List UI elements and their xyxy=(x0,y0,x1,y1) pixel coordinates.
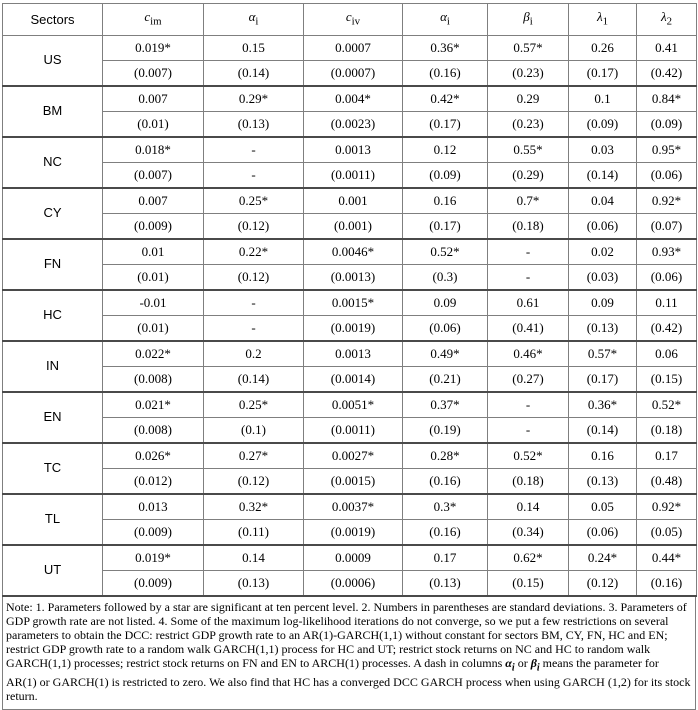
table-row-estimate xyxy=(3,341,697,367)
std-dev-cell: (0.009) xyxy=(103,570,204,596)
note-symbol-alpha: $\alpha_i$ xyxy=(505,655,515,673)
std-dev-cell: (0.06) xyxy=(569,519,637,545)
estimate-cell: 0.46* xyxy=(488,341,569,367)
header-row xyxy=(3,4,697,36)
estimate-cell: 0.25* xyxy=(204,392,304,418)
std-dev-cell: (0.0013) xyxy=(304,264,403,290)
std-dev-cell: (0.13) xyxy=(204,111,304,137)
std-dev-cell: - xyxy=(488,264,569,290)
estimate-cell: 0.7* xyxy=(488,188,569,214)
estimate-cell: 0.92* xyxy=(637,494,697,520)
table-row-estimate xyxy=(3,545,697,571)
std-dev-cell: (0.007) xyxy=(103,60,204,86)
estimate-cell: 0.27* xyxy=(204,443,304,469)
estimate-cell: 0.52* xyxy=(637,392,697,418)
sector-label: NC xyxy=(3,137,103,188)
estimate-cell: - xyxy=(488,392,569,418)
estimate-cell: 0.14 xyxy=(488,494,569,520)
estimate-cell: 0.15 xyxy=(204,35,304,60)
table-row-std-dev xyxy=(3,570,697,596)
std-dev-cell: (0.0011) xyxy=(304,417,403,443)
table-row-estimate xyxy=(3,86,697,112)
sector-label: IN xyxy=(3,341,103,392)
estimate-cell: 0.29 xyxy=(488,86,569,112)
estimate-cell: 0.26 xyxy=(569,35,637,60)
std-dev-cell: (0.0006) xyxy=(304,570,403,596)
estimate-cell: 0.03 xyxy=(569,137,637,163)
sector-label: HC xyxy=(3,290,103,341)
std-dev-cell: (0.17) xyxy=(569,60,637,86)
std-dev-cell: (0.12) xyxy=(204,468,304,494)
estimate-cell: 0.3* xyxy=(403,494,488,520)
header-1: $c_{im}$ xyxy=(103,4,204,36)
std-dev-cell: (0.008) xyxy=(103,417,204,443)
estimate-cell: 0.29* xyxy=(204,86,304,112)
estimate-cell: 0.05 xyxy=(569,494,637,520)
table-row-std-dev xyxy=(3,366,697,392)
std-dev-cell: (0.16) xyxy=(403,468,488,494)
std-dev-cell: (0.29) xyxy=(488,162,569,188)
note-or: or xyxy=(517,655,528,670)
std-dev-cell: (0.41) xyxy=(488,315,569,341)
std-dev-cell: (0.14) xyxy=(204,60,304,86)
estimate-cell: 0.36* xyxy=(569,392,637,418)
estimate-cell: 0.16 xyxy=(569,443,637,469)
table-row-std-dev xyxy=(3,162,697,188)
std-dev-cell: (0.15) xyxy=(488,570,569,596)
std-dev-cell: (0.16) xyxy=(637,570,697,596)
std-dev-cell: (0.14) xyxy=(204,366,304,392)
std-dev-cell: - xyxy=(204,315,304,341)
std-dev-cell: (0.13) xyxy=(569,468,637,494)
header-2: $\alpha_i$ xyxy=(204,4,304,36)
std-dev-cell: (0.14) xyxy=(569,162,637,188)
estimate-cell: - xyxy=(204,137,304,163)
sector-label: US xyxy=(3,35,103,86)
std-dev-cell: (0.009) xyxy=(103,213,204,239)
std-dev-cell: (0.48) xyxy=(637,468,697,494)
table-row-std-dev xyxy=(3,60,697,86)
std-dev-cell: (0.012) xyxy=(103,468,204,494)
estimate-cell: 0.007 xyxy=(103,188,204,214)
estimate-cell: 0.57* xyxy=(488,35,569,60)
std-dev-cell: (0.06) xyxy=(569,213,637,239)
std-dev-cell: (0.0023) xyxy=(304,111,403,137)
estimate-cell: 0.1 xyxy=(569,86,637,112)
estimate-cell: 0.06 xyxy=(637,341,697,367)
estimate-cell: 0.007 xyxy=(103,86,204,112)
std-dev-cell: (0.21) xyxy=(403,366,488,392)
std-dev-cell: - xyxy=(204,162,304,188)
estimate-cell: 0.36* xyxy=(403,35,488,60)
note-text-part1: Note: 1. Parameters followed by a star are significant at ten percent level. 2. Numbers in parentheses are standard deviations. 3. Parameters of GDP growth rate are not listed. 4. Some of the maximum log-likelihood iterations do not converge, so we put a few restrictions on several parameters to obtain the DCC: restrict GDP growth rate to an AR(1)-GARCH(1,1) without constant for sectors BM, CY, FN, HC and EN; restrict GDP growth rate to a random walk GARCH(1,1) process for HC and UT; restrict stock returns on NC and HC to random walk GARCH(1,1) processes; restrict stock returns on FN and EN to ARCH(1) processes. A dash in columns xyxy=(6,599,687,670)
table-row-std-dev xyxy=(3,468,697,494)
estimate-cell: 0.0046* xyxy=(304,239,403,265)
std-dev-cell: (0.18) xyxy=(488,213,569,239)
std-dev-cell: (0.19) xyxy=(403,417,488,443)
estimate-cell: 0.49* xyxy=(403,341,488,367)
estimate-cell: 0.52* xyxy=(403,239,488,265)
std-dev-cell: (0.13) xyxy=(569,315,637,341)
table-row-std-dev xyxy=(3,519,697,545)
table-body xyxy=(3,35,697,596)
std-dev-cell: (0.18) xyxy=(637,417,697,443)
estimate-cell: 0.02 xyxy=(569,239,637,265)
std-dev-cell: (0.007) xyxy=(103,162,204,188)
sector-label: TC xyxy=(3,443,103,494)
std-dev-cell: (0.17) xyxy=(569,366,637,392)
table-row-estimate xyxy=(3,290,697,316)
estimate-cell: 0.022* xyxy=(103,341,204,367)
std-dev-cell: (0.03) xyxy=(569,264,637,290)
estimate-cell: 0.09 xyxy=(569,290,637,316)
estimate-cell: -0.01 xyxy=(103,290,204,316)
table-row-std-dev xyxy=(3,417,697,443)
std-dev-cell: (0.16) xyxy=(403,519,488,545)
std-dev-cell: (0.34) xyxy=(488,519,569,545)
estimate-cell: 0.018* xyxy=(103,137,204,163)
std-dev-cell: - xyxy=(488,417,569,443)
estimate-cell: 0.11 xyxy=(637,290,697,316)
std-dev-cell: (0.01) xyxy=(103,264,204,290)
estimate-cell: 0.14 xyxy=(204,545,304,571)
estimate-cell: 0.12 xyxy=(403,137,488,163)
header-6: $\lambda_1$ xyxy=(569,4,637,36)
estimate-cell: 0.92* xyxy=(637,188,697,214)
std-dev-cell: (0.06) xyxy=(403,315,488,341)
sector-label: EN xyxy=(3,392,103,443)
estimate-cell: 0.0015* xyxy=(304,290,403,316)
estimate-cell: - xyxy=(488,239,569,265)
estimate-cell: 0.0013 xyxy=(304,137,403,163)
header-sectors: Sectors xyxy=(3,4,103,36)
header-3: $c_{iv}$ xyxy=(304,4,403,36)
sector-label: TL xyxy=(3,494,103,545)
std-dev-cell: (0.3) xyxy=(403,264,488,290)
header-5: $\beta_i$ xyxy=(488,4,569,36)
estimate-cell: - xyxy=(204,290,304,316)
std-dev-cell: (0.06) xyxy=(637,264,697,290)
estimate-cell: 0.95* xyxy=(637,137,697,163)
sector-label: BM xyxy=(3,86,103,137)
results-table-figure xyxy=(2,3,696,710)
estimate-cell: 0.32* xyxy=(204,494,304,520)
std-dev-cell: (0.09) xyxy=(569,111,637,137)
std-dev-cell: (0.008) xyxy=(103,366,204,392)
table-row-estimate xyxy=(3,239,697,265)
std-dev-cell: (0.17) xyxy=(403,111,488,137)
std-dev-cell: (0.14) xyxy=(569,417,637,443)
table-row-std-dev xyxy=(3,213,697,239)
std-dev-cell: (0.0019) xyxy=(304,315,403,341)
std-dev-cell: (0.0007) xyxy=(304,60,403,86)
estimate-cell: 0.019* xyxy=(103,35,204,60)
std-dev-cell: (0.0014) xyxy=(304,366,403,392)
std-dev-cell: (0.12) xyxy=(204,213,304,239)
estimate-cell: 0.44* xyxy=(637,545,697,571)
estimate-cell: 0.28* xyxy=(403,443,488,469)
estimate-cell: 0.22* xyxy=(204,239,304,265)
std-dev-cell: (0.09) xyxy=(403,162,488,188)
estimate-cell: 0.01 xyxy=(103,239,204,265)
estimate-cell: 0.021* xyxy=(103,392,204,418)
std-dev-cell: (0.07) xyxy=(637,213,697,239)
estimate-cell: 0.42* xyxy=(403,86,488,112)
table-row-estimate xyxy=(3,35,697,60)
estimate-cell: 0.17 xyxy=(403,545,488,571)
std-dev-cell: (0.05) xyxy=(637,519,697,545)
std-dev-cell: (0.12) xyxy=(569,570,637,596)
sector-label: FN xyxy=(3,239,103,290)
estimate-cell: 0.09 xyxy=(403,290,488,316)
table-row-std-dev xyxy=(3,111,697,137)
estimate-cell: 0.013 xyxy=(103,494,204,520)
estimate-cell: 0.55* xyxy=(488,137,569,163)
header-4: $\alpha_i$ xyxy=(403,4,488,36)
estimate-cell: 0.57* xyxy=(569,341,637,367)
std-dev-cell: (0.0015) xyxy=(304,468,403,494)
estimate-cell: 0.026* xyxy=(103,443,204,469)
estimate-cell: 0.24* xyxy=(569,545,637,571)
estimate-cell: 0.001 xyxy=(304,188,403,214)
estimate-cell: 0.2 xyxy=(204,341,304,367)
estimate-cell: 0.61 xyxy=(488,290,569,316)
std-dev-cell: (0.13) xyxy=(403,570,488,596)
note-symbol-beta: $\beta_i$ xyxy=(530,655,540,673)
table-row-estimate xyxy=(3,392,697,418)
estimate-cell: 0.84* xyxy=(637,86,697,112)
estimate-cell: 0.004* xyxy=(304,86,403,112)
estimate-cell: 0.0037* xyxy=(304,494,403,520)
std-dev-cell: (0.15) xyxy=(637,366,697,392)
table-row-estimate xyxy=(3,137,697,163)
std-dev-cell: (0.01) xyxy=(103,111,204,137)
estimate-cell: 0.0009 xyxy=(304,545,403,571)
std-dev-cell: (0.0019) xyxy=(304,519,403,545)
sector-label: CY xyxy=(3,188,103,239)
std-dev-cell: (0.42) xyxy=(637,315,697,341)
std-dev-cell: (0.17) xyxy=(403,213,488,239)
table-row-estimate xyxy=(3,443,697,469)
std-dev-cell: (0.23) xyxy=(488,111,569,137)
std-dev-cell: (0.27) xyxy=(488,366,569,392)
sector-label: UT xyxy=(3,545,103,596)
std-dev-cell: (0.11) xyxy=(204,519,304,545)
estimate-cell: 0.25* xyxy=(204,188,304,214)
table-row-std-dev xyxy=(3,264,697,290)
note-text-part2: means the parameter for AR(1) or GARCH(1) is restricted to zero. We also find that HC has a converged DCC GARCH process when using GARCH (1,2) for its stock return. xyxy=(6,655,691,703)
std-dev-cell: (0.42) xyxy=(637,60,697,86)
estimate-cell: 0.0013 xyxy=(304,341,403,367)
std-dev-cell: (0.001) xyxy=(304,213,403,239)
std-dev-cell: (0.1) xyxy=(204,417,304,443)
std-dev-cell: (0.06) xyxy=(637,162,697,188)
estimate-cell: 0.93* xyxy=(637,239,697,265)
std-dev-cell: (0.18) xyxy=(488,468,569,494)
estimate-cell: 0.0051* xyxy=(304,392,403,418)
std-dev-cell: (0.12) xyxy=(204,264,304,290)
table-row-std-dev xyxy=(3,315,697,341)
estimate-cell: 0.41 xyxy=(637,35,697,60)
estimate-cell: 0.62* xyxy=(488,545,569,571)
estimate-cell: 0.0027* xyxy=(304,443,403,469)
table-note xyxy=(2,597,696,710)
parameter-table xyxy=(2,3,697,597)
std-dev-cell: (0.23) xyxy=(488,60,569,86)
std-dev-cell: (0.01) xyxy=(103,315,204,341)
estimate-cell: 0.019* xyxy=(103,545,204,571)
table-row-estimate xyxy=(3,494,697,520)
estimate-cell: 0.17 xyxy=(637,443,697,469)
std-dev-cell: (0.13) xyxy=(204,570,304,596)
table-row-estimate xyxy=(3,188,697,214)
std-dev-cell: (0.16) xyxy=(403,60,488,86)
std-dev-cell: (0.09) xyxy=(637,111,697,137)
estimate-cell: 0.0007 xyxy=(304,35,403,60)
estimate-cell: 0.16 xyxy=(403,188,488,214)
header-7: $\lambda_2$ xyxy=(637,4,697,36)
estimate-cell: 0.52* xyxy=(488,443,569,469)
std-dev-cell: (0.0011) xyxy=(304,162,403,188)
estimate-cell: 0.04 xyxy=(569,188,637,214)
std-dev-cell: (0.009) xyxy=(103,519,204,545)
estimate-cell: 0.37* xyxy=(403,392,488,418)
